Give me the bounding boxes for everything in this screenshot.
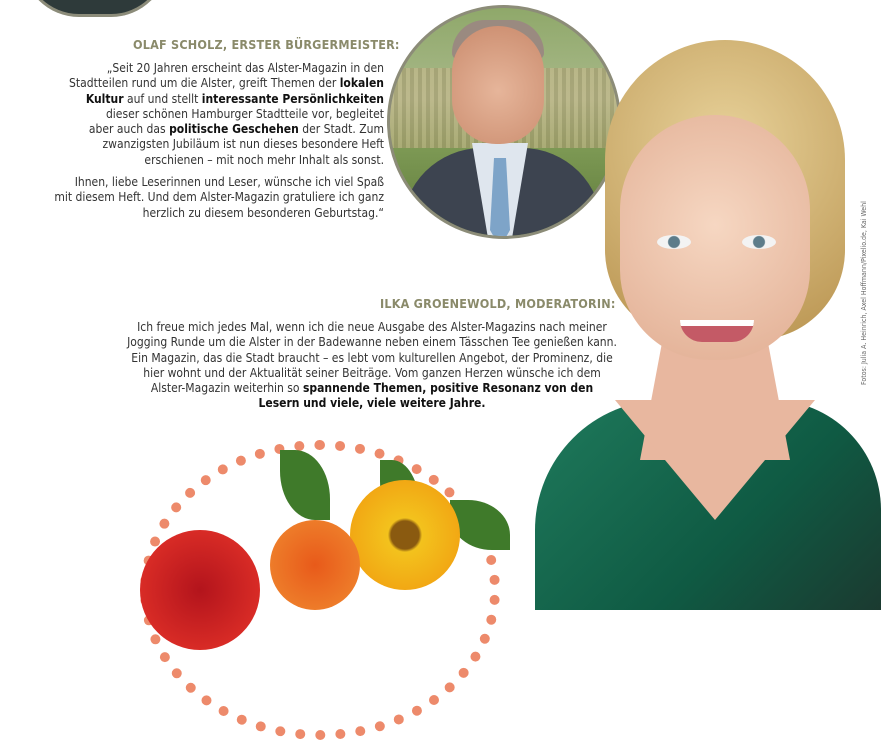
text-segment: der Stadt. Zum — [298, 122, 384, 137]
text-segment: mit diesem Heft. Und dem Alster-Magazin gratuliere ich ganz — [54, 190, 384, 205]
quote-line — [112, 351, 632, 366]
emphasis-text: spannende Themen, positive Resonanz von den — [302, 381, 594, 396]
emphasis-text: Lesern und viele, viele weitere Jahre. — [258, 396, 486, 411]
photo-credit: Fotos: Julia A. Heinrich, Axel Hoffmann/Pixelio.de, Kai Wehl — [860, 201, 868, 385]
text-segment: Alster-Magazin weiterhin so — [150, 381, 303, 396]
quote-line — [54, 168, 384, 175]
text-segment: Ihnen, liebe Leserinnen und Leser, wünsche ich viel Spaß — [74, 175, 384, 190]
text-segment: erschienen – mit noch mehr Inhalt als sonst. — [144, 152, 384, 167]
text-segment: „Seit 20 Jahren erscheint das Alster-Magazin in den — [106, 61, 384, 75]
text-segment: dieser schönen Hamburger Stadtteile vor, begleitet — [105, 106, 384, 121]
text-segment: auf und stellt — [123, 91, 202, 106]
groenewold-quote — [112, 320, 632, 412]
quote-line — [112, 366, 632, 381]
emphasis-text: politische Geschehen — [169, 122, 299, 137]
quote-line — [54, 122, 384, 137]
scholz-heading: OLAF SCHOLZ, ERSTER BÜRGERMEISTER: — [133, 37, 400, 52]
text-segment: Ein Magazin, das die Stadt braucht – es lebt vom kulturellen Angebot, der Prominenz, die — [131, 350, 613, 365]
quote-line — [54, 76, 384, 91]
quote-line — [112, 396, 632, 411]
quote-line — [54, 137, 384, 152]
text-segment: herzlich zu diesem besonderen Geburtstag.“ — [142, 205, 384, 220]
text-segment: Jogging Runde um die Alster in der Badewanne neben einem Tässchen Tee genießen kann. — [127, 335, 617, 350]
groenewold-heading: ILKA GROENEWOLD, MODERATORIN: — [380, 296, 616, 311]
text-segment: aber auch das — [88, 122, 170, 137]
emphasis-text: Kultur — [85, 91, 124, 106]
quote-line — [54, 107, 384, 122]
quote-line — [54, 190, 384, 205]
text-segment: hier wohnt und der Aktualität seiner Beiträge. Vom ganzen Herzen wünsche ich dem — [143, 365, 601, 380]
scholz-quote — [54, 61, 384, 221]
quote-line — [112, 335, 632, 350]
quote-line — [54, 206, 384, 221]
text-segment: Ich freue mich jedes Mal, wenn ich die neue Ausgabe des Alster-Magazins nach meiner — [137, 320, 607, 334]
text-segment: Stadtteilen rund um die Alster, greift Themen der — [69, 76, 340, 91]
flower-bouquet-photo — [100, 440, 540, 640]
quote-line — [112, 320, 632, 335]
portrait-photo-partial — [22, 0, 168, 17]
emphasis-text: lokalen — [339, 76, 384, 91]
emphasis-text: interessante Persönlichkeiten — [201, 91, 384, 106]
quote-line — [54, 92, 384, 107]
text-segment: zwanzigsten Jubiläum ist nun dieses besondere Heft — [102, 137, 384, 152]
quote-line — [54, 175, 384, 190]
quote-line — [54, 61, 384, 76]
quote-line — [54, 153, 384, 168]
quote-line — [112, 381, 632, 396]
